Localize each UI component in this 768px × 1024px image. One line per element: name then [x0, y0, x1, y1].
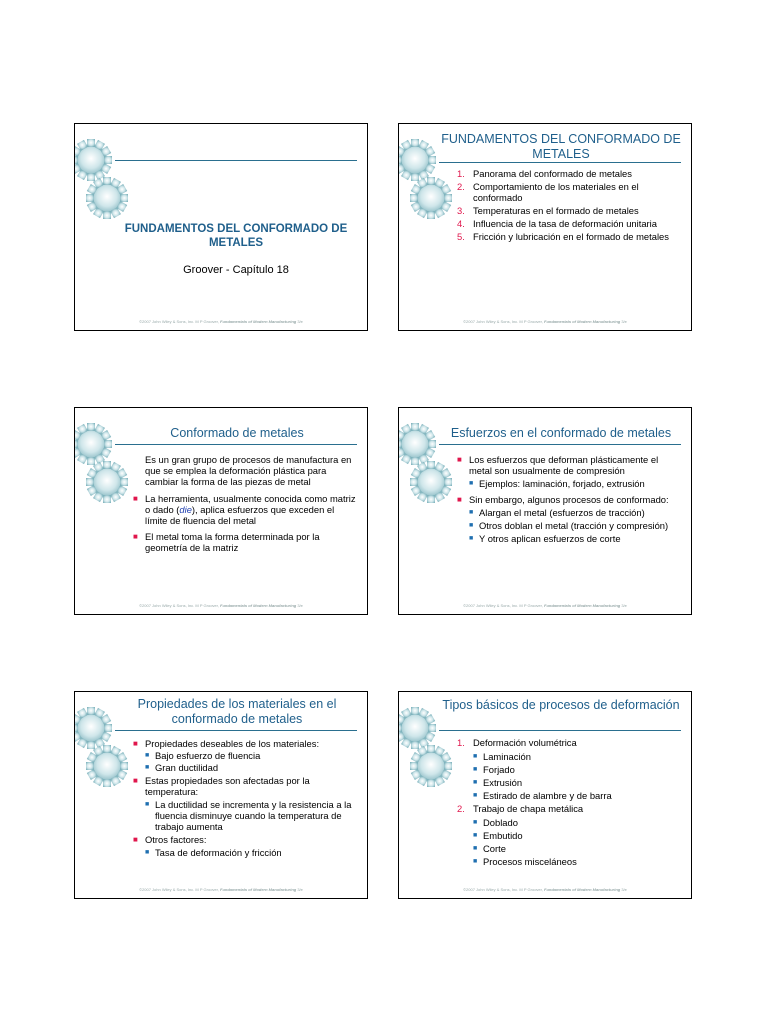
- title-rule: [115, 444, 357, 445]
- slide-footer: ©2007 John Wiley & Sons, Inc. M P Groover, Fundamentals of Modern Manufacturing 3/e: [463, 887, 627, 892]
- bullet-list: [133, 738, 357, 863]
- slide-tipos: [398, 691, 692, 899]
- slide-footer: ©2007 John Wiley & Sons, Inc. M P Groover, Fundamentals of Modern Manufacturing 3/e: [463, 319, 627, 324]
- list-item: ■ El metal toma la forma determinada por la geometría de la matriz: [133, 531, 320, 553]
- title-rule: [115, 730, 357, 731]
- list-item: 4. Influencia de la tasa de deformación unitaria: [457, 218, 657, 229]
- sub-list-item: ■ Gran ductilidad: [145, 762, 219, 773]
- list-item: ■ Propiedades deseables de los materiales: ■ Bajo esfuerzo de fluencia ■ Gran ductilidad: [133, 738, 357, 773]
- sub-list-item: ■ Doblado: [473, 817, 518, 828]
- sub-list-item: ■ Estirado de alambre y de barra: [473, 790, 612, 801]
- slide-footer: ©2007 John Wiley & Sons, Inc. M P Groover, Fundamentals of Modern Manufacturing 3/e: [139, 603, 303, 608]
- list-item: 1. Panorama del conformado de metales: [457, 168, 632, 179]
- bullet-list: [133, 454, 357, 558]
- slide-heading: Esfuerzos en el conformado de metales: [450, 426, 672, 440]
- outline-list: [457, 737, 681, 869]
- outline-list: [457, 168, 681, 244]
- sub-list-item: ■ La ductilidad se incrementa y la resistencia a la fluencia disminuye cuando la temperatura de trabajo aumenta: [145, 799, 352, 832]
- sub-list-item: ■ Otros doblan el metal (tracción y compresión): [469, 520, 669, 531]
- list-item: 1. Deformación volumétrica ■ Laminación ■ Forjado ■ Extrusión ■ Estirado de alambre y de barra: [457, 737, 681, 801]
- title-rule: [439, 730, 681, 731]
- list-item: 5. Fricción y lubricación en el formado de metales: [457, 231, 669, 242]
- slide-propiedades: [74, 691, 368, 899]
- list-item: ■ Sin embargo, algunos procesos de conformado: ■ Alargan el metal (esfuerzos de tracción) ■ Otros doblan el metal (tracción y compresión) ■ Y otros aplican esfuerzos de corte: [457, 494, 681, 544]
- slide-conformado: [74, 407, 368, 615]
- slide-heading: Conformado de metales: [170, 426, 304, 440]
- list-item: ■ Estas propiedades son afectadas por la temperatura: ■ La ductilidad se incrementa y la resistencia a la fluencia disminuye cuando la temperatura de trabajo aumenta: [133, 775, 357, 832]
- list-item: ■ La herramienta, usualmente conocida como matriz o dado (die), aplica esfuerzos que exceden el límite de fluencia del metal: [133, 493, 356, 526]
- sub-list-item: ■ Y otros aplican esfuerzos de corte: [469, 533, 621, 544]
- sub-list-item: ■ Embutido: [473, 830, 523, 841]
- list-item: ■ Otros factores: ■ Tasa de deformación y fricción: [133, 834, 357, 858]
- title-rule: [115, 160, 357, 161]
- list-item: Es un gran grupo de procesos de manufactura en que se emplea la deformación plástica para cambiar la forma de las piezas de metal: [145, 454, 352, 487]
- sub-list-item: ■ Bajo esfuerzo de fluencia: [145, 750, 261, 761]
- slide-footer: ©2007 John Wiley & Sons, Inc. M P Groover, Fundamentals of Modern Manufacturing 3/e: [139, 319, 303, 324]
- slide-outline: [398, 123, 692, 331]
- list-item: ■ Los esfuerzos que deforman plásticamente el metal son usualmente de compresión ■ Ejemplos: laminación, forjado, extrusión: [457, 454, 681, 489]
- sub-list-item: ■ Laminación: [473, 751, 531, 762]
- slide-esfuerzos: [398, 407, 692, 615]
- sub-list-item: ■ Ejemplos: laminación, forjado, extrusión: [469, 478, 645, 489]
- slide-title: [74, 123, 368, 331]
- sub-list-item: ■ Procesos misceláneos: [473, 856, 577, 867]
- list-item: 2. Comportamiento de los materiales en el conformado: [457, 181, 639, 203]
- sub-list-item: ■ Alargan el metal (esfuerzos de tracción): [469, 507, 645, 518]
- slide-footer: ©2007 John Wiley & Sons, Inc. M P Groover, Fundamentals of Modern Manufacturing 3/e: [463, 603, 627, 608]
- slide-heading: Propiedades de los materiales en el conformado de metales: [137, 697, 337, 726]
- sub-list-item: ■ Corte: [473, 843, 506, 854]
- list-item: 3. Temperaturas en el formado de metales: [457, 205, 639, 216]
- title-rule: [439, 162, 681, 163]
- sub-list-item: ■ Forjado: [473, 764, 515, 775]
- sub-list-item: ■ Tasa de deformación y fricción: [145, 847, 282, 858]
- slide-footer: ©2007 John Wiley & Sons, Inc. M P Groover, Fundamentals of Modern Manufacturing 3/e: [139, 887, 303, 892]
- title-rule: [439, 444, 681, 445]
- slide-heading: Tipos básicos de procesos de deformación: [442, 698, 680, 712]
- sub-list-item: ■ Extrusión: [473, 777, 523, 788]
- slide-heading: FUNDAMENTOS DEL CONFORMADO DE METALES: [441, 132, 681, 161]
- slide-title-text: FUNDAMENTOS DEL CONFORMADO DE METALES: [124, 223, 348, 249]
- slide-subtitle: Groover - Capítulo 18: [183, 264, 289, 276]
- list-item: 2. Trabajo de chapa metálica ■ Doblado ■ Embutido ■ Corte ■ Procesos misceláneos: [457, 803, 681, 867]
- bullet-list: [457, 454, 681, 549]
